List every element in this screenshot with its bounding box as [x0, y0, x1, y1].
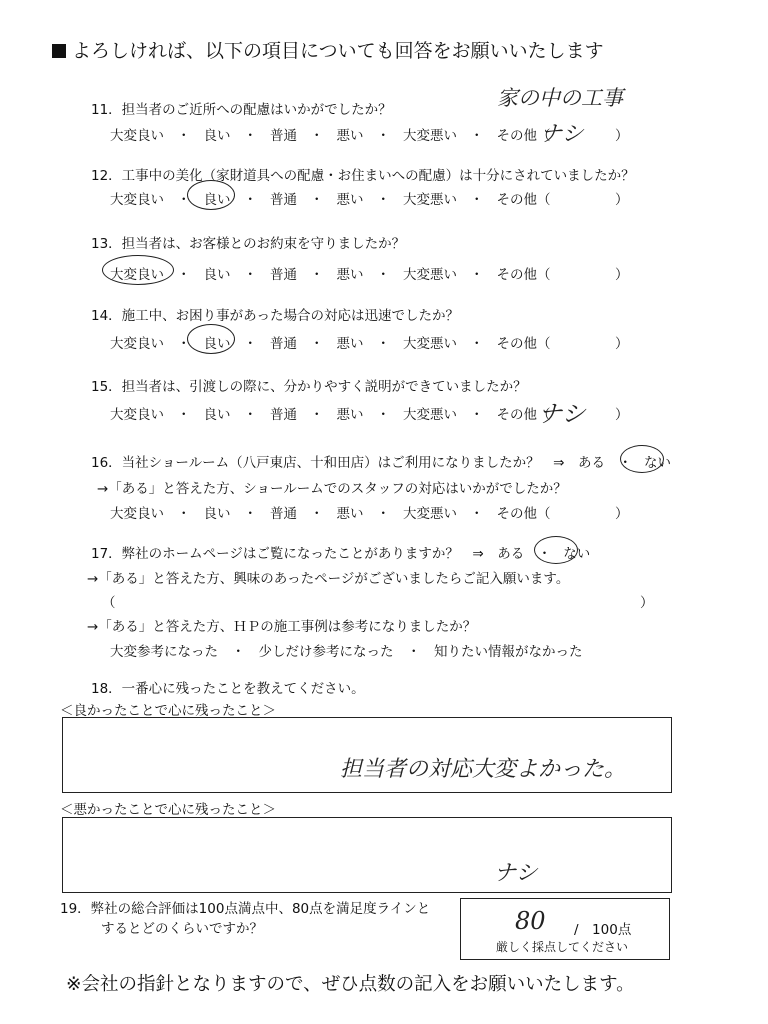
question-19-line2: するとどのくらいですか？ [101, 921, 263, 937]
option-very-good[interactable]: 大変良い [110, 267, 164, 283]
page-title: よろしければ、以下の項目についても回答をお願いいたします [52, 36, 604, 63]
options-13: 大変良い ・ 良い ・ 普通 ・ 悪い ・ 大変悪い ・ その他（ [110, 263, 551, 283]
follow-16: →「ある」と答えた方、ショールームでのスタッフの対応はいかがでしたか？ [97, 481, 567, 497]
square-bullet-icon [52, 44, 66, 58]
option-bad[interactable]: 悪い [336, 267, 364, 283]
selected-circle-no-16 [620, 445, 664, 473]
option-very-good[interactable]: 大変良い [110, 192, 164, 208]
bad-label: ＜悪かったことで心に残ったこと＞ [60, 802, 276, 818]
option-other[interactable]: その他（ [496, 336, 551, 352]
handwritten-note-top: 家の中の工事 [497, 86, 623, 110]
option-very-bad[interactable]: 大変悪い [403, 267, 457, 283]
option-normal[interactable]: 普通 [270, 192, 297, 208]
paren-close-15: ） [615, 407, 629, 423]
selected-circle-no-17 [534, 536, 578, 564]
option-bad[interactable]: 悪い [336, 506, 364, 522]
question-15: 15．担当者は、引渡しの際に、分かりやすく説明ができていましたか？ [91, 379, 527, 395]
question-17: 17．弊社のホームページはご覧になったことがありますか？ ⇒ ある ・ ない [91, 546, 591, 562]
option-very-bad[interactable]: 大変悪い [403, 407, 457, 423]
option-very-bad[interactable]: 大変悪い [403, 192, 457, 208]
option-normal[interactable]: 普通 [270, 506, 297, 522]
option-good[interactable]: 良い [203, 506, 231, 522]
other-answer-11: ナシ [540, 122, 584, 147]
option-other[interactable]: その他（ [496, 128, 551, 144]
option-very-bad[interactable]: 大変悪い [403, 128, 457, 144]
option-good[interactable]: 良い [203, 407, 231, 423]
selected-circle-good-14 [187, 324, 235, 354]
paren-close-17: ） [640, 595, 654, 611]
bad-answer-box[interactable] [62, 817, 672, 893]
options-16: 大変良い ・ 良い ・ 普通 ・ 悪い ・ 大変悪い ・ その他（ [110, 502, 551, 522]
option-good[interactable]: 良い [203, 192, 231, 208]
good-answer: 担当者の対応大変よかった。 [340, 757, 627, 782]
option-normal[interactable]: 普通 [270, 407, 297, 423]
answer-no-16[interactable]: ない [643, 455, 671, 471]
options-14: 大変良い ・ 良い ・ 普通 ・ 悪い ・ 大変悪い ・ その他（ [110, 332, 551, 352]
answer-no-17[interactable]: ない [563, 546, 591, 562]
footer-note: ※会社の指針となりますので、ぜひ点数の記入をお願いいたします。 [66, 974, 635, 995]
score-note: 厳しく採点してください [496, 940, 629, 954]
paren-close-12: ） [615, 192, 629, 208]
option-bad[interactable]: 悪い [336, 192, 364, 208]
option-very-bad[interactable]: 大変悪い [403, 506, 457, 522]
option-very-good[interactable]: 大変良い [110, 128, 164, 144]
paren-open-17: （ [102, 595, 116, 611]
option-very-bad[interactable]: 大変悪い [403, 336, 457, 352]
options-15: 大変良い ・ 良い ・ 普通 ・ 悪い ・ 大変悪い ・ その他（ [110, 403, 551, 423]
paren-close-14: ） [615, 336, 629, 352]
option-good[interactable]: 良い [203, 336, 231, 352]
question-12: 12．工事中の美化（家財道具への配慮・お住まいへの配慮）は十分にされていましたか？ [91, 168, 635, 184]
option-other[interactable]: その他（ [496, 192, 551, 208]
selected-circle-very-good-13 [102, 255, 174, 285]
option-normal[interactable]: 普通 [270, 336, 297, 352]
ref-options-17: 大変参考になった ・ 少しだけ参考になった ・ 知りたい情報がなかった [110, 644, 583, 660]
paren-close-13: ） [615, 267, 629, 283]
paren-close-16: ） [615, 506, 629, 522]
option-very-good[interactable]: 大変良い [110, 407, 164, 423]
follow-17-1: →「ある」と答えた方、興味のあったページがございましたらご記入願います。 [87, 571, 570, 587]
option-other[interactable]: その他（ [496, 506, 551, 522]
option-bad[interactable]: 悪い [336, 407, 364, 423]
option-good[interactable]: 良い [203, 128, 231, 144]
question-13: 13．担当者は、お客様とのお約束を守りましたか？ [91, 236, 406, 252]
option-other[interactable]: その他（ [496, 267, 551, 283]
good-label: ＜良かったことで心に残ったこと＞ [60, 703, 276, 719]
bad-answer: ナシ [494, 861, 538, 886]
selected-circle-good-12 [187, 180, 235, 210]
option-normal[interactable]: 普通 [270, 267, 297, 283]
question-19-line1: 19．弊社の総合評価は100点満点中、80点を満足度ラインと [60, 901, 431, 917]
option-very-good[interactable]: 大変良い [110, 506, 164, 522]
question-11: 11．担当者のご近所への配慮はいかがでしたか？ [91, 102, 392, 118]
question-14: 14．施工中、お困り事があった場合の対応は迅速でしたか？ [91, 308, 460, 324]
option-normal[interactable]: 普通 [270, 128, 297, 144]
option-bad[interactable]: 悪い [336, 128, 364, 144]
other-answer-15: ナシ [538, 400, 586, 428]
question-16: 16．当社ショールーム（八戸東店、十和田店）はご利用になりましたか？ ⇒ ある ・ ない [91, 455, 671, 471]
option-bad[interactable]: 悪い [336, 336, 364, 352]
score-value: 80 [515, 907, 546, 935]
option-very-good[interactable]: 大変良い [110, 336, 164, 352]
options-12: 大変良い ・ 良い ・ 普通 ・ 悪い ・ 大変悪い ・ その他（ [110, 188, 551, 208]
option-good[interactable]: 良い [203, 267, 231, 283]
paren-close-11: ） [615, 128, 629, 144]
question-18: 18．一番心に残ったことを教えてください。 [91, 681, 365, 697]
score-suffix: / 100点 [574, 922, 632, 938]
options-11: 大変良い ・ 良い ・ 普通 ・ 悪い ・ 大変悪い ・ その他（ [110, 124, 551, 144]
option-other[interactable]: その他（ [496, 407, 551, 423]
follow-17-2: →「ある」と答えた方、ＨＰの施工事例は参考になりましたか？ [87, 619, 477, 635]
